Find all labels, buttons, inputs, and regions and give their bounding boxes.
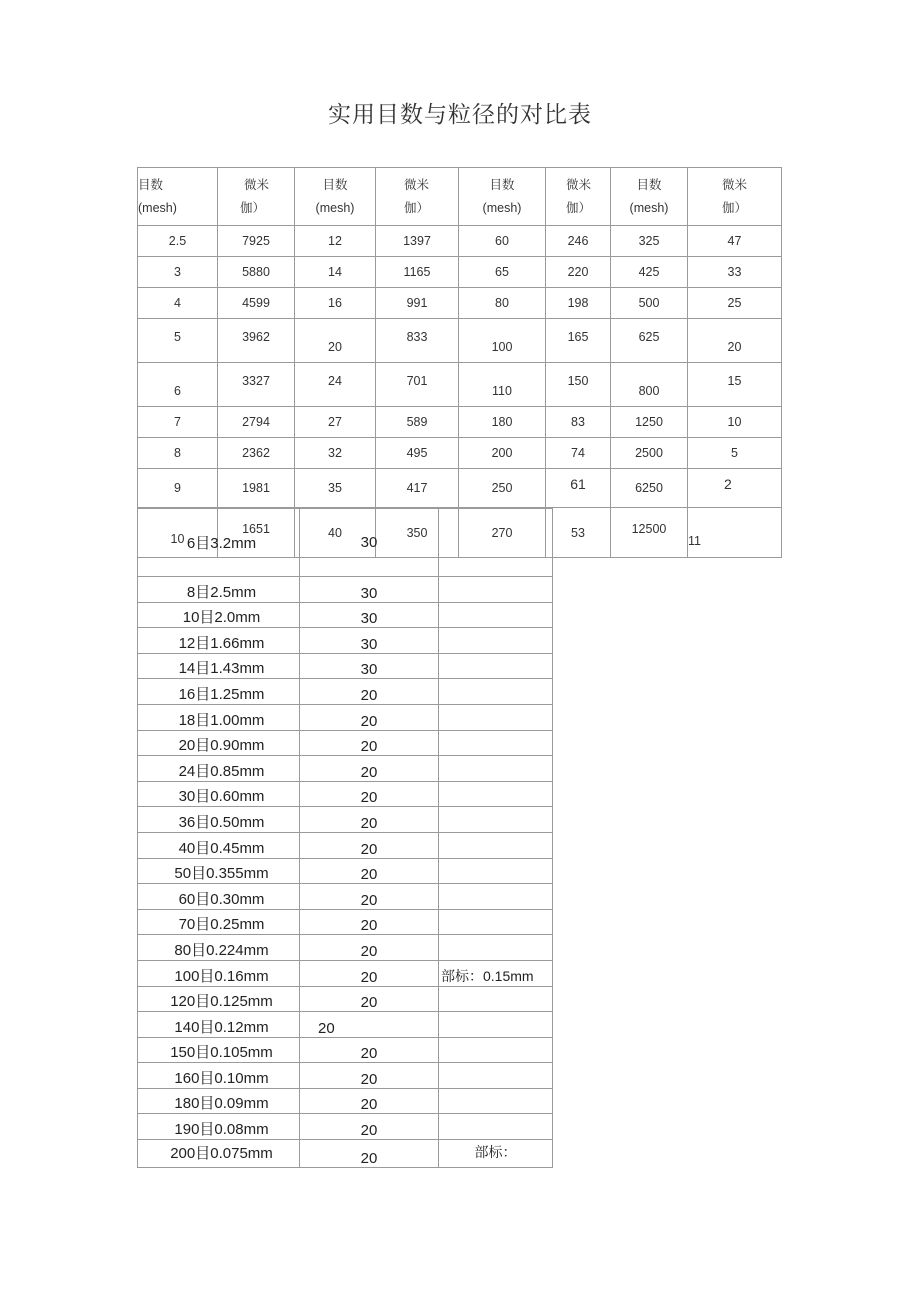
size-cell: 20目0.90mm xyxy=(138,730,300,756)
note-cell xyxy=(439,1037,553,1063)
table-cell: 270 xyxy=(459,508,546,558)
table-cell: 60 xyxy=(459,226,546,257)
table-cell: 417 xyxy=(376,469,459,508)
note-cell xyxy=(439,909,553,935)
size-cell: 70目0.25mm xyxy=(138,909,300,935)
table-row xyxy=(138,909,553,935)
size-cell: 40目0.45mm xyxy=(138,832,300,858)
table-cell: 2362 xyxy=(218,438,295,469)
table-row xyxy=(138,1114,553,1140)
table-cell: 8 xyxy=(138,438,218,469)
particle-size-table xyxy=(137,508,553,1168)
size-cell: 190目0.08mm xyxy=(138,1114,300,1140)
table-row xyxy=(138,781,553,807)
table-cell: 25 xyxy=(688,288,782,319)
size-cell: 36目0.50mm xyxy=(138,807,300,833)
note-cell xyxy=(439,509,553,577)
qty-cell: 20 xyxy=(300,704,439,730)
note-cell xyxy=(439,807,553,833)
size-cell: 8目2.5mm xyxy=(138,577,300,603)
qty-cell: 20 xyxy=(300,1063,439,1089)
size-cell: 16目1.25mm xyxy=(138,679,300,705)
mesh-comparison-table xyxy=(137,167,782,558)
table-cell: 9 xyxy=(138,469,218,508)
note-cell xyxy=(439,577,553,603)
page-title: 实用目数与粒径的对比表 xyxy=(328,102,592,128)
table-row xyxy=(138,960,553,986)
qty-cell: 30 xyxy=(300,653,439,679)
table-row xyxy=(138,319,782,363)
note-cell xyxy=(439,858,553,884)
table-cell: 150 xyxy=(546,363,611,407)
table-cell: 5880 xyxy=(218,257,295,288)
note-cell xyxy=(439,756,553,782)
table-row xyxy=(138,935,553,961)
table-row xyxy=(138,363,782,407)
note-cell xyxy=(439,704,553,730)
qty-cell: 20 xyxy=(300,960,439,986)
table-cell: 74 xyxy=(546,438,611,469)
table-cell: 2.5 xyxy=(138,226,218,257)
qty-cell: 20 xyxy=(300,1114,439,1140)
table-row xyxy=(138,1063,553,1089)
note-cell xyxy=(439,679,553,705)
note-cell xyxy=(439,1088,553,1114)
size-cell: 14目1.43mm xyxy=(138,653,300,679)
size-cell: 30目0.60mm xyxy=(138,781,300,807)
table-cell: 325 xyxy=(611,226,688,257)
table-cell: 1250 xyxy=(611,407,688,438)
header-micron: 微米 伽） xyxy=(546,168,611,226)
note-cell xyxy=(439,602,553,628)
table-row xyxy=(138,257,782,288)
table-cell: 14 xyxy=(295,257,376,288)
qty-cell: 20 xyxy=(300,1037,439,1063)
table-cell: 33 xyxy=(688,257,782,288)
qty-cell: 20 xyxy=(300,986,439,1012)
note-cell xyxy=(439,1114,553,1140)
note-cell xyxy=(439,653,553,679)
table-cell: 35 xyxy=(295,469,376,508)
note-cell: 部标：0.15mm xyxy=(439,960,553,986)
table-cell: 27 xyxy=(295,407,376,438)
table-row xyxy=(138,577,553,603)
table-cell: 24 xyxy=(295,363,376,407)
table-cell: 6 xyxy=(138,363,218,407)
size-cell: 10目2.0mm xyxy=(138,602,300,628)
table-cell: 165 xyxy=(546,319,611,363)
table-row xyxy=(138,628,553,654)
header-mesh: 目数 (mesh) xyxy=(138,168,218,226)
table-cell: 32 xyxy=(295,438,376,469)
table-row xyxy=(138,1088,553,1114)
table-cell: 110 xyxy=(459,363,546,407)
note-cell xyxy=(439,1063,553,1089)
size-cell: 18目1.00mm xyxy=(138,704,300,730)
qty-cell: 20 xyxy=(300,1140,439,1168)
size-cell: 160目0.10mm xyxy=(138,1063,300,1089)
table-cell: 7 xyxy=(138,407,218,438)
table-cell: 800 xyxy=(611,363,688,407)
note-cell xyxy=(439,1012,553,1038)
table-row xyxy=(138,226,782,257)
qty-cell: 20 xyxy=(300,884,439,910)
table-cell: 47 xyxy=(688,226,782,257)
qty-cell: 30 xyxy=(300,628,439,654)
note-cell xyxy=(439,986,553,1012)
table-cell: 198 xyxy=(546,288,611,319)
qty-cell: 20 xyxy=(300,679,439,705)
qty-cell: 20 xyxy=(300,730,439,756)
qty-cell: 20 xyxy=(300,1088,439,1114)
qty-cell: 20 xyxy=(300,832,439,858)
table-cell: 5 xyxy=(688,438,782,469)
table-cell: 180 xyxy=(459,407,546,438)
table-cell: 425 xyxy=(611,257,688,288)
table-cell: 80 xyxy=(459,288,546,319)
qty-cell: 20 xyxy=(300,858,439,884)
table-row xyxy=(138,832,553,858)
table-row xyxy=(138,602,553,628)
note-cell: 部标： xyxy=(439,1140,553,1168)
table-row xyxy=(138,1012,553,1038)
table-cell: 4 xyxy=(138,288,218,319)
table-cell: 350 xyxy=(376,508,459,558)
header-micron: 微米 伽） xyxy=(218,168,295,226)
table-cell: 10 xyxy=(138,508,218,558)
size-cell: 100目0.16mm xyxy=(138,960,300,986)
table-cell: 1651 xyxy=(218,508,295,558)
header-micron: 微米 伽） xyxy=(376,168,459,226)
table-cell: 2 xyxy=(688,469,782,508)
table-row xyxy=(138,407,782,438)
table-cell: 701 xyxy=(376,363,459,407)
table-cell: 2794 xyxy=(218,407,295,438)
table-cell: 2500 xyxy=(611,438,688,469)
size-cell: 80目0.224mm xyxy=(138,935,300,961)
table-row xyxy=(138,756,553,782)
note-cell xyxy=(439,884,553,910)
table-row xyxy=(138,653,553,679)
size-cell: 180目0.09mm xyxy=(138,1088,300,1114)
table-cell: 20 xyxy=(295,319,376,363)
table-cell: 61 xyxy=(546,469,611,508)
qty-cell: 20 xyxy=(300,909,439,935)
table-cell: 246 xyxy=(546,226,611,257)
table-row xyxy=(138,704,553,730)
table-cell: 65 xyxy=(459,257,546,288)
table-cell: 7925 xyxy=(218,226,295,257)
table-cell: 83 xyxy=(546,407,611,438)
table-cell: 1397 xyxy=(376,226,459,257)
table-row xyxy=(138,884,553,910)
table-cell: 3 xyxy=(138,257,218,288)
table-cell: 495 xyxy=(376,438,459,469)
table-cell: 5 xyxy=(138,319,218,363)
table-row xyxy=(138,807,553,833)
table-row xyxy=(138,986,553,1012)
table-cell: 3327 xyxy=(218,363,295,407)
table-cell: 500 xyxy=(611,288,688,319)
qty-cell: 20 xyxy=(300,756,439,782)
note-cell xyxy=(439,935,553,961)
table-cell: 220 xyxy=(546,257,611,288)
size-cell: 150目0.105mm xyxy=(138,1037,300,1063)
table-cell: 16 xyxy=(295,288,376,319)
header-mesh: 目数 (mesh) xyxy=(295,168,376,226)
table-cell: 589 xyxy=(376,407,459,438)
header-mesh: 目数 (mesh) xyxy=(459,168,546,226)
table-cell: 1165 xyxy=(376,257,459,288)
qty-cell: 20 xyxy=(300,1012,439,1038)
table-cell: 15 xyxy=(688,363,782,407)
note-cell xyxy=(439,628,553,654)
table-cell: 4599 xyxy=(218,288,295,319)
table-row xyxy=(138,679,553,705)
header-row xyxy=(138,168,782,226)
qty-cell: 20 xyxy=(300,935,439,961)
table-cell: 200 xyxy=(459,438,546,469)
qty-cell: 20 xyxy=(300,807,439,833)
table-cell: 833 xyxy=(376,319,459,363)
table-cell: 11 xyxy=(688,508,782,558)
table-row xyxy=(138,509,553,577)
qty-cell: 30 xyxy=(300,509,439,577)
qty-cell: 30 xyxy=(300,577,439,603)
table-row xyxy=(138,1140,553,1168)
note-cell xyxy=(439,730,553,756)
table-cell: 100 xyxy=(459,319,546,363)
note-cell xyxy=(439,832,553,858)
size-cell: 50目0.355mm xyxy=(138,858,300,884)
header-mesh: 目数 (mesh) xyxy=(611,168,688,226)
table-row xyxy=(138,730,553,756)
size-cell: 12目1.66mm xyxy=(138,628,300,654)
note-cell xyxy=(439,781,553,807)
table-row xyxy=(138,438,782,469)
header-micron: 微米 伽） xyxy=(688,168,782,226)
table-cell: 991 xyxy=(376,288,459,319)
size-cell: 140目0.12mm xyxy=(138,1012,300,1038)
size-cell: 200目0.075mm xyxy=(138,1140,300,1168)
size-cell: 120目0.125mm xyxy=(138,986,300,1012)
table-cell: 1981 xyxy=(218,469,295,508)
table-cell: 40 xyxy=(295,508,376,558)
table-row xyxy=(138,1037,553,1063)
table-cell: 12500 xyxy=(611,508,688,558)
qty-cell: 20 xyxy=(300,781,439,807)
table-cell: 3962 xyxy=(218,319,295,363)
table-cell: 12 xyxy=(295,226,376,257)
table-cell: 6250 xyxy=(611,469,688,508)
size-cell: 60目0.30mm xyxy=(138,884,300,910)
size-cell: 24目0.85mm xyxy=(138,756,300,782)
table-row xyxy=(138,858,553,884)
table-cell: 625 xyxy=(611,319,688,363)
table-row xyxy=(138,469,782,508)
table-cell: 20 xyxy=(688,319,782,363)
size-cell: 6目3.2mm xyxy=(138,509,300,577)
table-row xyxy=(138,288,782,319)
qty-cell: 30 xyxy=(300,602,439,628)
table-cell: 10 xyxy=(688,407,782,438)
table-cell: 250 xyxy=(459,469,546,508)
table-cell: 53 xyxy=(546,508,611,558)
